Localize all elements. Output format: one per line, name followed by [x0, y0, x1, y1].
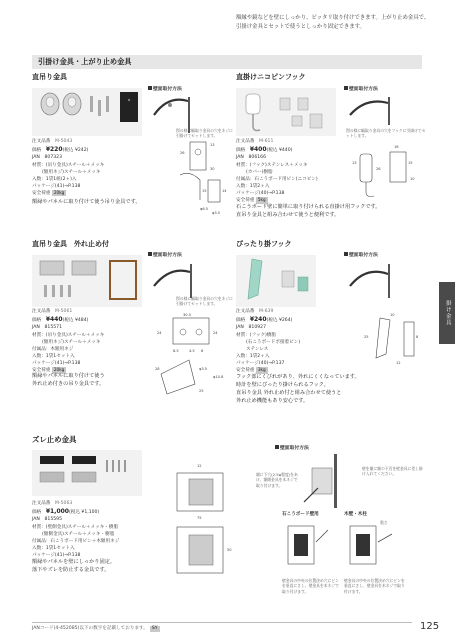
jan-value: 815595	[44, 517, 63, 523]
material: (カバー)樹脂	[246, 169, 273, 175]
wood-wall-diagram	[344, 522, 404, 572]
dim-label: 50	[227, 548, 232, 552]
method-label-text: 壁面取付方法	[349, 87, 378, 92]
gypsum-mount-note: 壁金具の中央の位置決め穴にピンを垂直にさし、壁金具を木ネジで取り付けます。	[282, 578, 339, 594]
package: パッケージ(40)→P.138	[236, 190, 285, 196]
material: (額用ネジ)スチール＋メッキ	[42, 339, 101, 345]
subhead-wood-wall: 木壁・木柱	[344, 512, 367, 517]
product-desc-m5043: 額縁やパネルに取り付けて使う吊り金具です。	[32, 199, 141, 205]
dimension-drawing-icon	[155, 312, 235, 397]
square-bullet-icon	[148, 252, 152, 256]
material: 材質：(吊り金具)スチール＋メッキ	[32, 332, 105, 338]
price-value: ¥400	[249, 146, 267, 154]
desc-line: 額縁やパネルを壁にしっかり固定。	[32, 559, 116, 565]
jan	[32, 324, 142, 331]
mount-diagram-m639	[344, 262, 424, 302]
tech-drawing-m611	[350, 140, 430, 200]
dim-label: 16	[394, 145, 399, 149]
code-label: 注文品番	[32, 501, 51, 506]
intro-line: 引掛け金具とセットで使うとしっかり固定できます。	[236, 23, 365, 30]
price-tax: (税込 ¥484)	[62, 318, 89, 324]
desc-line: 石こうボード壁に簡単に取り付けられる直掛け用フックです。	[236, 204, 381, 210]
desc-line: 直吊り金具 外れ止め付と組み合わせて使うと	[236, 390, 342, 397]
wood-wall-diagram-icon	[344, 522, 404, 572]
quantity: 入数：1袋2ヶ入	[236, 183, 270, 189]
mount-note-m5061: 図の様に幅取り金具の穴をネジに引掛けてセットします。	[176, 296, 233, 307]
dim-label: 13	[210, 143, 215, 147]
material: (額用ネジ)スチール＋メッキ	[42, 169, 101, 175]
material: 材質：(フック)ステンレス＋メッキ	[236, 162, 308, 168]
load-badge: 3kg	[257, 367, 266, 373]
section-title-hooks: 引掛け金具・上がり止め金具	[32, 55, 422, 69]
product-info-m639	[236, 308, 346, 374]
price	[236, 315, 346, 324]
desc-line: 外れ止め付きの吊り金具です。	[32, 381, 105, 388]
dim-label: 15	[408, 161, 413, 165]
code-value: M-5061	[55, 309, 73, 314]
jan	[236, 324, 346, 331]
product-title-m5043: 直吊り金具	[32, 73, 67, 81]
dim-label: 12	[197, 464, 202, 468]
product-desc-m5063	[32, 558, 152, 574]
accessory: 付属品：木額用ネジ	[32, 346, 74, 352]
package: パッケージ(41)→P.138	[32, 360, 81, 366]
page-number: 125	[420, 621, 440, 632]
jan-label: JAN	[32, 517, 40, 523]
product-title-m5061: 直吊り金具 外れ止め付	[32, 240, 109, 248]
dimension-drawing-icon	[360, 310, 430, 370]
wall-hanging-diagram-icon	[148, 262, 228, 298]
package: パッケージ(41)→P.138	[32, 183, 81, 189]
price-tax: (税込 ¥440)	[266, 148, 293, 154]
dim-label: 10	[410, 177, 415, 181]
price-tax: (税込 ¥242)	[62, 148, 89, 154]
fit-hook-photo-icon	[236, 255, 316, 307]
accessory: 付属品：石こうボード用ピン＋木額用ネジ	[32, 538, 120, 544]
product-desc-m639	[236, 373, 436, 405]
jan-value: 815571	[44, 325, 63, 331]
desc-line: 外れ止め機能もあり安心です。	[236, 398, 309, 405]
material: (石こうボードポ接着ピン)	[246, 339, 301, 345]
price-value: ¥1,000	[45, 508, 69, 516]
code-label: 注文品番	[236, 139, 255, 144]
dim-label: 26	[376, 167, 381, 171]
order-code	[32, 308, 142, 315]
code-value: M-639	[259, 309, 274, 314]
jan	[236, 154, 346, 161]
material: 材質：(フック)樹脂	[236, 332, 277, 338]
code-label: 注文品番	[236, 309, 255, 314]
dim-label: 4.5	[189, 349, 195, 353]
code-value: M-5043	[55, 139, 73, 144]
tech-drawing-m5061	[155, 312, 235, 397]
jan-value: 806166	[248, 155, 267, 161]
desc-line: 落下やズレを防止する金具です。	[32, 567, 110, 574]
hook-hanger-stop-photo-icon	[32, 255, 142, 307]
dim-label: 8.5	[173, 349, 179, 353]
wall-hanging-diagram-icon	[344, 262, 424, 298]
mount-diagram-m5063	[298, 452, 362, 508]
dimension-drawing-icon	[155, 455, 245, 595]
accessory: 付属品：石こうボード用ピン(ニコピン)	[236, 176, 318, 182]
desc-line: 直吊り金具と組み合わせて使うと便利です。	[236, 212, 340, 219]
order-code	[32, 500, 152, 507]
quantity: 入数：1袋2ヶ入	[236, 353, 270, 359]
product-photo-m611	[236, 88, 336, 136]
price-label: 価格	[32, 148, 42, 154]
footer-divider	[32, 622, 412, 623]
slip-stop-photo-icon	[32, 450, 142, 496]
product-desc-m5061	[32, 372, 152, 388]
tech-drawing-m5043	[160, 140, 230, 215]
price	[32, 507, 152, 516]
dim-label: 10	[390, 313, 395, 317]
price-value: ¥220	[45, 146, 63, 154]
dim-label: 25	[199, 389, 204, 393]
square-bullet-icon	[344, 252, 348, 256]
method-label-text: 壁面取付方法	[153, 87, 182, 92]
product-photo-m5061	[32, 255, 142, 307]
tech-drawing-m5063	[155, 455, 245, 595]
load-label: 安全荷重	[32, 190, 51, 196]
dim-label: 30.5	[183, 313, 192, 317]
price-label: 価格	[32, 510, 42, 516]
material: (額側金具)スチール＋メッキ・樹脂	[42, 531, 115, 537]
intro-line: 額縁や鏡などを壁にしっかり、ピッタリ取り付けできます。上がり止め金具で、	[236, 15, 430, 21]
tech-drawing-m639	[360, 310, 430, 370]
desc-line: 時計を壁にぴったり掛けられるフック。	[236, 382, 329, 389]
desc-line: 額縁やパネルに取り付けて使う	[32, 373, 105, 379]
price	[236, 145, 346, 154]
order-code	[236, 308, 346, 315]
depth-label: 奥さ	[380, 520, 388, 525]
dim-label: 14	[222, 189, 227, 193]
dim-label: 75	[197, 516, 202, 520]
code-value: M-611	[259, 139, 274, 144]
material: 材質：(壁側金具)スチール＋メッキ・樹脂	[32, 524, 119, 530]
price	[32, 315, 142, 324]
mount-note-left: 額に下穴(2.5φ程度)をあけ、額側金具を木ネジで取り付けます。	[256, 472, 298, 488]
jan-label: JAN	[32, 155, 40, 161]
dim-label: φ10.8	[213, 375, 224, 379]
load-label: 安全荷重	[236, 368, 255, 374]
dim-label: 24	[213, 331, 218, 335]
code-value: M-5063	[55, 501, 73, 506]
load-badge: 5kg	[257, 197, 266, 203]
quantity: 入数：1袋1組(2ヶ)入	[32, 176, 77, 182]
dim-label: φ6.5	[200, 207, 209, 211]
footer-text: JANコード(4-452085)以下の数字を記載しております。	[32, 626, 148, 631]
code-label: 注文品番	[32, 139, 51, 144]
dim-label: φ3.5	[212, 211, 221, 215]
product-info-m5061	[32, 308, 142, 374]
dim-label: 12	[396, 361, 401, 365]
wall-hanging-diagram-icon	[344, 95, 424, 125]
square-bullet-icon	[344, 86, 348, 90]
dim-label: φ3.5	[199, 367, 208, 371]
hook-hanger-photo-icon	[32, 88, 142, 136]
mount-method-label	[148, 252, 182, 259]
mount-note-right: 壁を額に額の下辺を壁金具に差し掛け入れてください。	[362, 466, 423, 477]
nicopin-hook-photo-icon	[236, 88, 336, 136]
product-desc-m611	[236, 203, 436, 219]
load-label: 安全荷重	[32, 368, 51, 374]
mount-note-m5043: 図の様に幅取り金具の穴をネジに引掛けてセットします。	[176, 128, 233, 139]
mount-method-label	[148, 86, 182, 93]
load-badge: 20kg	[53, 367, 65, 373]
quantity: 入数：1袋1セット入	[32, 545, 75, 551]
dim-label: 13	[352, 161, 357, 165]
product-info-m5063	[32, 500, 152, 559]
product-title-m611: 直掛けニコピンフック	[236, 73, 306, 81]
price-tax: (税込 ¥1,100)	[68, 510, 100, 516]
jan-value: 807323	[44, 155, 63, 161]
price-value: ¥440	[45, 316, 63, 324]
safe-load	[32, 190, 142, 197]
price-value: ¥240	[249, 316, 267, 324]
material: ステンレス	[246, 346, 269, 352]
dim-label: 28	[155, 367, 160, 371]
dim-label: 26	[180, 151, 185, 155]
jan-label: JAN	[236, 155, 244, 161]
desc-line: フック部にくびれがあり、外れにくくなっています。	[236, 374, 360, 380]
quantity: 入数：1袋1セット入	[32, 353, 75, 359]
package: パッケージ(40)→P.137	[236, 360, 285, 366]
code-label: 注文品番	[32, 309, 51, 314]
product-title-m639: ぴったり掛フック	[236, 240, 292, 248]
gypsum-wall-diagram-icon	[282, 522, 342, 572]
price-label: 価格	[236, 318, 246, 324]
method-label-text: 壁面取付方法	[280, 446, 309, 451]
product-photo-m639	[236, 255, 316, 307]
intro-text	[236, 14, 436, 31]
jan	[32, 516, 152, 523]
product-photo-m5063	[32, 450, 142, 496]
dim-label: 6	[201, 349, 204, 353]
product-info-m611	[236, 138, 346, 204]
dim-label: 30	[210, 167, 215, 171]
product-photo-m5043	[32, 88, 142, 136]
dimension-drawing-icon	[350, 140, 430, 200]
product-info-m5043	[32, 138, 142, 197]
method-label-text: 壁面取付方法	[153, 253, 182, 258]
footer-note	[32, 626, 160, 632]
dim-label: 15	[202, 189, 207, 193]
jan	[32, 154, 142, 161]
order-code	[236, 138, 346, 145]
jan-value: 810927	[248, 325, 267, 331]
mount-method-label	[344, 252, 378, 259]
order-code	[32, 138, 142, 145]
jan-label: JAN	[32, 325, 40, 331]
side-tab-hanging-hardware: 掛け金具	[439, 282, 455, 344]
jan-label: JAN	[236, 325, 244, 331]
square-bullet-icon	[148, 86, 152, 90]
mount-method-label	[344, 86, 378, 93]
section-title-slip-stop: ズレ止め金具	[32, 435, 77, 444]
price-tax: (税込 ¥264)	[266, 318, 293, 324]
package: パッケージ(41)→P.138	[32, 552, 81, 558]
wood-mount-note: 壁金具の中央の位置決め穴にピンを垂直にさし、壁金具を木ネジで取り付けます。	[344, 578, 405, 594]
dim-label: 24	[157, 331, 162, 335]
price	[32, 145, 142, 154]
dim-label: 25	[364, 335, 369, 339]
footer-badge: SY	[151, 626, 158, 631]
material: 材質：(吊り金具)スチール＋メッキ	[32, 162, 105, 168]
dim-label: 8	[416, 335, 419, 339]
dimension-drawing-icon	[160, 140, 230, 215]
price-label: 価格	[236, 148, 246, 154]
load-badge: 20kg	[53, 189, 65, 195]
load-label: 安全荷重	[236, 198, 255, 204]
gypsum-wall-diagram	[282, 522, 342, 572]
wall-mount-diagram-icon	[298, 452, 362, 508]
subhead-gypsum-wall: 石こうボード壁用	[282, 512, 319, 517]
square-bullet-icon	[275, 445, 279, 449]
method-label-text: 壁面取付方法	[349, 253, 378, 258]
price-label: 価格	[32, 318, 42, 324]
mount-note-m611: 図の様に幅取り金具の穴をフックに引掛けてセットします。	[346, 128, 426, 139]
